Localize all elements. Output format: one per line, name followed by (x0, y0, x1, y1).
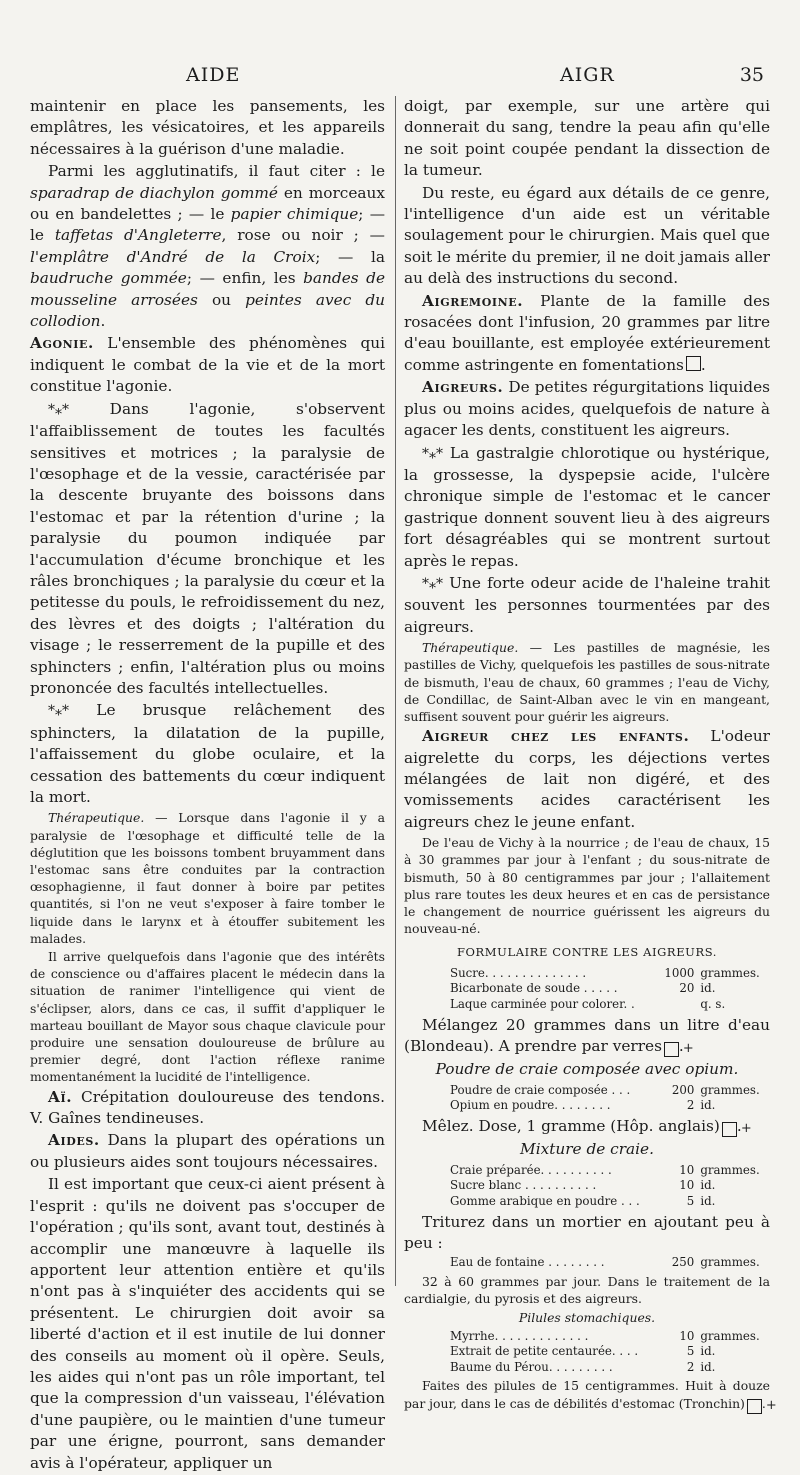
quantity: 5 (686, 1344, 695, 1359)
unit: id. (700, 1194, 716, 1209)
ingredient: Opium en poudre. . . . . . . . (450, 1098, 611, 1113)
recipe-instruction: Mêlez. Dose, 1 gramme (Hôp. anglais) +. (422, 1117, 752, 1137)
ingredient: Myrrhe. . . . . . . . . . . . . (450, 1328, 589, 1343)
therapeutique-paragraph (30, 809, 385, 947)
text: ; — le (30, 205, 385, 245)
paragraph (404, 573, 770, 638)
recipe-row (450, 1098, 770, 1114)
unit: id. (700, 1359, 716, 1374)
paragraph (30, 399, 385, 700)
recipe-table-4 (450, 1329, 770, 1376)
entry-agonie (30, 333, 385, 397)
text: Mélangez 20 grammes dans un litre d'eau (Blondeau). A prendre par verres (404, 1015, 770, 1056)
paragraph: maintenir en place les pansements, les emplâtres, les vésicatoires, et les appareils nécessaires à la guérison d'une maladie. (30, 97, 385, 158)
recipe-row (450, 997, 770, 1013)
definition: De petites régurgitations liquides plus ou moins acides, quelquefois de nature à agacer les dents, constituent les aigreurs. (404, 378, 770, 440)
recipe-row (450, 966, 770, 982)
entry-aigreurs (404, 377, 770, 441)
ingredient: Baume du Pérou. . . . . . . . . (450, 1359, 613, 1374)
paragraph (404, 443, 770, 572)
unit: grammes. (700, 1255, 760, 1270)
recipe-instruction: 32 à 60 grammes par jour. Dans le traitement de la cardialgie, du pyrosis et des aigreurs. (404, 1274, 770, 1307)
recipe-row (450, 1255, 770, 1271)
recipe-row (450, 1083, 770, 1099)
quantity: 200 (671, 1082, 695, 1097)
text: — Les pastilles de magnésie, les pastilles de Vichy, quelquefois les pastilles de sous-nitrate de bismuth, l'eau de chaux, 60 grammes ; l'eau de Vichy, de Condillac, de Saint-Alban avec le vin en mangeant, suffisent souvent pour guérir les aigreurs. (404, 640, 770, 724)
quantity: 250 (671, 1255, 695, 1270)
ingredient: Gomme arabique en poudre . . . (450, 1194, 640, 1209)
ingredient: Bicarbonate de soude . . . . . (450, 981, 618, 996)
italic-term: l'emplâtre d'André de la Croix (30, 247, 316, 266)
recipe-row (450, 981, 770, 997)
headword: Aigremoine. (422, 291, 524, 310)
entry-aides (30, 1130, 385, 1173)
paragraph-agglutinatifs (30, 161, 385, 332)
asterism: *⁎* (48, 703, 69, 720)
plus-box-icon: + (747, 1399, 762, 1414)
quantity: 20 (679, 981, 695, 996)
text: , rose ou noir ; — (221, 226, 385, 245)
italic-term: papier chimique (230, 205, 359, 224)
text: ; — enfin, les (186, 269, 304, 288)
headword: Aigreurs. (422, 378, 504, 397)
recipe-title: Pilules stomachiques. (518, 1310, 656, 1326)
quantity: 10 (679, 1328, 695, 1343)
unit: grammes. (700, 965, 760, 980)
quantity: 5 (686, 1194, 695, 1209)
asterism: *⁎* (422, 575, 443, 592)
italic-term: peintes avec du collodion (30, 290, 385, 331)
text: — Lorsque dans l'agonie il y a paralysie de l'œsophage et difficulté telle de la déglutition que les boissons tombent bruyamment dans l'estomac sans être conduites par la contraction œsophagienne, il faut donner à boire par petites quantités, si l'on ne veut s'exposer à faire tomber le liquide dans le larynx et à étouffer subitement les malades. (30, 810, 385, 946)
text: en morceaux ou en bandelettes ; — le (30, 183, 386, 224)
recipe-row (450, 1194, 770, 1210)
definition: Dans la plupart des opérations un ou plusieurs aides sont toujours nécessaires. (30, 1131, 385, 1171)
paragraph: Du reste, eu égard aux détails de ce genre, l'intelligence d'un aide est un véritable soulagement pour le chirurgien. Mais quel que soit le mérite du premier, il ne doit jamais aller au delà des instructions du second. (404, 183, 770, 288)
column-divider (395, 96, 396, 1286)
recipe-table-1 (450, 966, 770, 1013)
definition: Plante de la famille des rosacées dont l'infusion, 20 grammes par litre d'eau bouillante, est employée extérieurement comme astringente en fomentations (404, 291, 770, 374)
ingredient: Poudre de craie composée . . . (450, 1082, 631, 1097)
text: Faites des pilules de 15 centigrammes. Huit à douze par jour, dans le cas de débilités d'estomac (Tronchin) (404, 1378, 770, 1411)
text: Une forte odeur acide de l'haleine trahit souvent les personnes tourmentées par des aigreurs. (404, 573, 770, 636)
plus-box-icon: + (722, 1122, 737, 1137)
text: . (100, 312, 106, 331)
entry-aigremoine: Aigremoine. Plante de la famille des rosacées dont l'infusion, 20 grammes par litre d'eau bouillante, est employée extérieurement comme astringente en fomentations . (404, 291, 770, 374)
quantity: 10 (679, 1178, 695, 1193)
recipe-instruction: Triturez dans un mortier en ajoutant peu à peu : (404, 1212, 770, 1253)
entry-ai (30, 1087, 385, 1130)
text: ; — la (315, 247, 385, 266)
definition: L'ensemble des phénomènes qui indiquent le combat de la vie et de la mort constitue l'agonie. (30, 334, 385, 396)
unit: grammes. (700, 1162, 760, 1177)
headword: Aides. (48, 1131, 100, 1150)
right-column (404, 96, 777, 1415)
recipe-row (450, 1360, 770, 1376)
entry-aigreur-enfants (404, 726, 770, 833)
quantity: 1000 (664, 965, 695, 980)
definition: L'odeur aigrelette du corps, les déjections vertes mélangées de lait non digéré, et des vomissements acides caractérisent les aigreurs chez le jeune enfant. (404, 727, 770, 831)
recipe-instruction: Mélangez 20 grammes dans un litre d'eau (Blondeau). A prendre par verres +. (404, 1015, 770, 1057)
plus-box-icon: + (664, 1042, 679, 1057)
paragraph (30, 700, 385, 808)
ingredient: Eau de fontaine . . . . . . . . (450, 1255, 605, 1270)
quantity: 10 (679, 1162, 695, 1177)
unit: grammes. (700, 1328, 760, 1343)
italic-term: baudruche gommée (30, 269, 187, 288)
paragraph: Il est important que ceux-ci aient présent à l'esprit : qu'ils ne doivent pas s'occuper de l'opération ; qu'ils sont, avant tout, destinés à accomplir une manœuvre à laquelle ils apportent leur attention entière et qu'ils n'ont pas à s'inquiéter des accidents qui se présentent. Le chirurgien doit avoir sa liberté d'action et il est inutile de lui donner des conseils au moment où il opère. Seuls, les aides qui n'ont pas un rôle important, tel que la compression d'un vaisseau, l'élévation d'une paupière, ou le maintien d'une tumeur par une érigne, pourront, sans demander avis à l'opérateur, appliquer un (30, 1175, 385, 1472)
running-head-right: AIGR (560, 64, 615, 86)
text: Le brusque relâchement des sphincters, la dilatation de la pupille, l'affaissement du globe oculaire, et la cessation des battements du cœur indiquent la mort. (30, 701, 385, 806)
headword: Aigreur chez les enfants. (422, 727, 690, 746)
text: Dans l'agonie, s'observent l'affaiblissement de toutes les facultés sensitives et motrices ; la paralysie de l'œsophage et de la vessie, caractérisée par la descente bruyante des boissons dans l'estomac et par la rétention d'urine ; la paralysie du poumon indiquée par l'accumulation d'écume bronchique et les râles bronchiques ; la paralysie du cœur et la petitesse du pouls, le refroidissement du nez, des lèvres et des doigts ; l'altération du visage ; le resserrement de la pupille et des sphincters ; enfin, l'altération plus ou moins prononcée des facultés intellectuelles. (30, 399, 385, 697)
square-symbol-icon (686, 356, 701, 371)
ingredient: Sucre blanc . . . . . . . . . . (450, 1178, 597, 1193)
paragraph: doigt, par exemple, sur une artère qui donnerait du sang, tendre la peau afin qu'elle ne soit point coupée pendant la dissection de la tumeur. (404, 97, 770, 180)
headword: Agonie. (30, 334, 94, 353)
definition: Crépitation douloureuse des tendons. V. Gaînes tendineuses. (30, 1087, 385, 1128)
unit: grammes. (700, 1082, 760, 1097)
running-head-left: AIDE (186, 64, 241, 86)
ingredient: Sucre. . . . . . . . . . . . . . (450, 965, 587, 980)
recipe-table-3 (450, 1163, 770, 1210)
asterism: *⁎* (48, 401, 69, 418)
text: Parmi les agglutinatifs, il faut citer : le (48, 162, 385, 181)
unit: q. s. (700, 997, 726, 1012)
unit: id. (700, 1178, 716, 1193)
text: La gastralgie chlorotique ou hystérique, la grossesse, la dyspepsie acide, l'ulcère chronique simple de l'estomac et le cancer gastrique donnent souvent lieu à des aigreurs fort désagréables qui se montrent surtout après le repas. (404, 443, 770, 570)
left-column (30, 96, 385, 1475)
headword: Aï. (48, 1087, 73, 1106)
page-header (0, 64, 800, 90)
recipe-row (450, 1163, 770, 1179)
paragraph: De l'eau de Vichy à la nourrice ; de l'eau de chaux, 15 à 30 grammes par jour à l'enfant ; du sous-nitrate de bismuth, 50 à 80 centigrammes par jour ; l'allaitement plus rare toutes les deux heures et en cas de persistance le changement de nourrice guérissent les aigreurs du nouveau-né. (404, 835, 770, 937)
recipe-table-2 (450, 1083, 770, 1114)
recipe-row (450, 1344, 770, 1360)
asterism: *⁎* (422, 445, 443, 462)
unit: id. (700, 1098, 716, 1113)
italic-term: taffetas d'Angleterre (54, 226, 222, 245)
quantity: 2 (686, 1359, 695, 1374)
text: ou (197, 290, 246, 309)
quantity (653, 997, 701, 1013)
quantity: 2 (686, 1098, 695, 1113)
recipe-instruction: Faites des pilules de 15 centigrammes. Huit à douze par jour, dans le cas de débilités d'estomac (Tronchin) +. (404, 1378, 777, 1413)
recipe-row (450, 1329, 770, 1345)
ingredient: Extrait de petite centaurée. . . . (450, 1344, 639, 1359)
recipe-table-3-water (450, 1255, 770, 1271)
paragraph: Il arrive quelquefois dans l'agonie que des intérêts de conscience ou d'affaires placent le médecin dans la situation de ranimer l'intelligence qui vient de s'éclipser, alors, dans ce cas, il suffit d'appliquer le marteau bouillant de Mayor sous chaque clavicule pour produire une sensation douloureuse de brûlure au premier degré, dont l'action réflexe ranime momentanément la lucidité de l'intelligence. (30, 949, 385, 1085)
text: Mêlez. Dose, 1 gramme (Hôp. anglais) (422, 1117, 720, 1136)
ingredient: Laque carminée pour colorer. . (450, 997, 635, 1012)
unit: id. (700, 981, 716, 996)
page-number: 35 (739, 64, 764, 86)
ingredient: Craie préparée. . . . . . . . . . (450, 1162, 612, 1177)
recipe-row (450, 1178, 770, 1194)
recipe-title: Mixture de craie. (520, 1140, 654, 1159)
unit: id. (700, 1344, 716, 1359)
therapeutique-label: Thérapeutique. (422, 640, 519, 656)
italic-term: sparadrap de diachylon gommé (30, 183, 278, 202)
therapeutique-paragraph (404, 639, 770, 725)
therapeutique-label: Thérapeutique. (48, 810, 145, 826)
formulary-title: FORMULAIRE CONTRE LES AIGREURS. (456, 945, 718, 960)
recipe-title: Poudre de craie composée avec opium. (435, 1060, 739, 1079)
italic-term: bandes de mousseline arrosées (30, 269, 385, 309)
